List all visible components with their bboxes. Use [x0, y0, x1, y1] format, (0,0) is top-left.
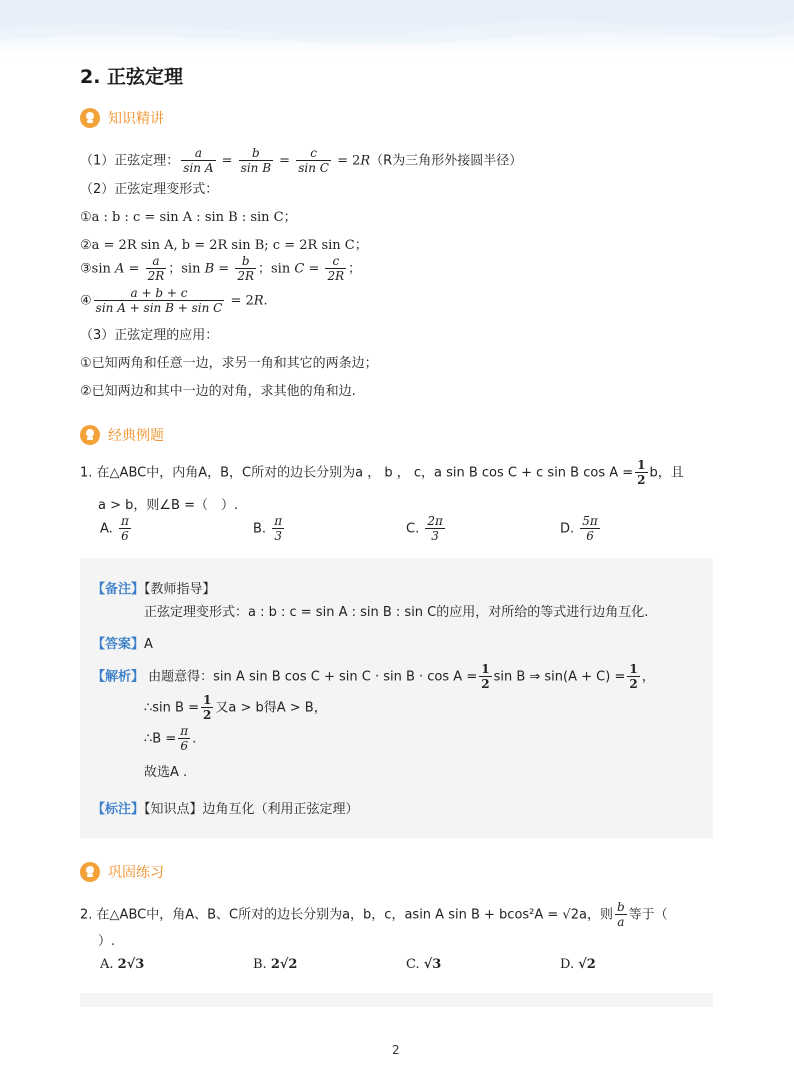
lightbulb-icon: [80, 425, 100, 445]
choice-letter: A.: [100, 957, 114, 972]
text: 等于（: [628, 907, 668, 923]
knowledge-line-8: ①已知两角和任意一边，求另一角和其它的两条边；: [80, 356, 378, 371]
knowledge-line-5: ③sin A = $\frac{a}{2R}$ ；sin B = $\frac{b}{2R}$ ；sin C = $\frac{c}{2R}$ ；: [80, 254, 362, 283]
example1-stem: 1. 在△ABC中，内角A，B，C所对的边长分别为a ， b ， c，a sin B cos C + c sin B cos A = $\frac{1}{2}$ b，且: [80, 458, 684, 487]
num: π: [120, 514, 129, 528]
note-tag: 【备注】: [92, 582, 145, 597]
choice-letter: D.: [560, 521, 575, 537]
example2-stem-2: ）.: [98, 934, 116, 949]
knowledge-line-2: （2）正弦定理变形式：: [80, 182, 219, 197]
choice-b[interactable]: [253, 514, 286, 544]
text: ③: [80, 261, 92, 277]
choice-d[interactable]: [560, 957, 596, 972]
den: 3: [425, 528, 445, 544]
choice-a[interactable]: [100, 957, 144, 972]
answer-tag: 【答案】: [92, 637, 145, 652]
knowledge-line-3: ①a : b : c = sin A : sin B : sin C；: [80, 210, 297, 225]
knowledge-line-1: （1）正弦定理： $\frac{a}{\text{sin A}}$ = $\frac{b}{\text{sin B}}$ = $\frac{c}{\text{sin C}}$ = 2R（R为三角形外接圆半径）: [80, 146, 523, 175]
den: 6: [580, 528, 600, 544]
num: 5π: [582, 514, 598, 528]
header-wave: [0, 0, 794, 58]
knowledge-line-9: ②已知两边和其中一边的对角，求其他的角和边.: [80, 384, 356, 399]
text: 又a > b得A > B，: [215, 700, 327, 716]
section-label: 知识精讲: [108, 111, 164, 127]
section-label: 经典例题: [108, 428, 164, 444]
den: 6: [119, 528, 131, 544]
analysis-row-4: 故选A .: [144, 765, 188, 780]
choice-letter: D.: [560, 957, 575, 972]
mark-row: [92, 798, 359, 817]
den: 3: [272, 528, 284, 544]
text: 由题意得：sin A sin B cos C + sin C · sin B · cos A =: [148, 669, 478, 685]
num: π: [274, 514, 283, 528]
choice-a[interactable]: [100, 514, 133, 544]
note-title: 【教师指导】: [144, 582, 216, 597]
text: 在△ABC中，内角A，B，C所对的边长分别为a ， b ， c，a sin B cos C + c sin B cos A =: [96, 465, 634, 481]
mark-tag: 【标注】: [92, 802, 145, 817]
section-examples: [80, 425, 164, 445]
answer-panel-collapsed: [80, 993, 713, 1007]
text: ，: [641, 669, 655, 685]
choice-value: 2√2: [270, 957, 298, 972]
page-title: 2. 正弦定理: [80, 66, 184, 88]
choice-d[interactable]: [560, 514, 602, 544]
note-row: [92, 578, 216, 597]
section-label: 巩固练习: [108, 865, 164, 881]
choice-value: 2√3: [117, 957, 145, 972]
knowledge-line-4: ②a = 2R sin A, b = 2R sin B; c = 2R sin C；: [80, 238, 368, 253]
text: sin B ⇒ sin(A + C) =: [493, 669, 626, 685]
note-text: 正弦定理变形式：a : b : c = sin A : sin B : sin C的应用，对所给的等式进行边角互化.: [144, 605, 649, 620]
lightbulb-icon: [80, 862, 100, 882]
choice-letter: B.: [253, 957, 267, 972]
section-knowledge: [80, 108, 164, 128]
analysis-row-1: 【解析】 由题意得：sin A sin B cos C + sin C · sin B · cos A = $\frac{1}{2}$ sin B ⇒ sin(A + C) = $\frac{1}{2}$ ，: [92, 662, 655, 691]
text: （R为三角形外接圆半径）: [370, 153, 523, 169]
choice-letter: C.: [406, 957, 420, 972]
lightbulb-icon: [80, 108, 100, 128]
analysis-row-2: ∴sin B = $\frac{1}{2}$ 又a > b得A > B，: [144, 693, 327, 722]
answer-value: A: [144, 637, 153, 652]
question-number: 2.: [80, 907, 93, 923]
section-practice: [80, 862, 164, 882]
text: .: [192, 731, 197, 747]
text: ∴B =: [144, 731, 177, 747]
choice-letter: B.: [253, 521, 267, 537]
choice-value: √3: [423, 957, 442, 972]
choice-value: √2: [578, 957, 596, 972]
text: ∴sin B =: [144, 700, 199, 716]
analysis-row-3: ∴B = $\frac{\pi}{6}$ .: [144, 724, 197, 753]
page-number: 2: [392, 1043, 400, 1057]
choice-letter: C.: [406, 521, 420, 537]
text: 在△ABC中，角A、B、C所对的边长分别为a，b，c，asin A sin B + bcos²A = √2a，则: [96, 907, 613, 923]
answer-row: [92, 633, 153, 652]
knowledge-line-6: ④ $\frac{a + b + c}{\text{sin A + sin B + sin C}}$ = 2R.: [80, 286, 268, 315]
example2-stem: 2. 在△ABC中，角A、B、C所对的边长分别为a，b，c，asin A sin B + bcos²A = √2a，则 $\frac{b}{a}$ 等于（: [80, 900, 668, 929]
choice-c[interactable]: [406, 514, 447, 544]
analysis-tag: 【解析】: [92, 669, 145, 685]
text: ④: [80, 293, 92, 309]
num: 2π: [427, 514, 443, 528]
question-number: 1.: [80, 465, 93, 481]
knowledge-line-7: （3）正弦定理的应用：: [80, 328, 219, 343]
text: （1）正弦定理：: [80, 153, 180, 169]
choice-letter: A.: [100, 521, 113, 537]
example1-stem-2: a > b，则∠B =（ ）.: [98, 498, 239, 513]
mark-text: 【知识点】边角互化（利用正弦定理）: [144, 802, 359, 817]
choice-b[interactable]: [253, 957, 297, 972]
text: b，且: [649, 465, 684, 481]
choice-c[interactable]: [406, 957, 441, 972]
